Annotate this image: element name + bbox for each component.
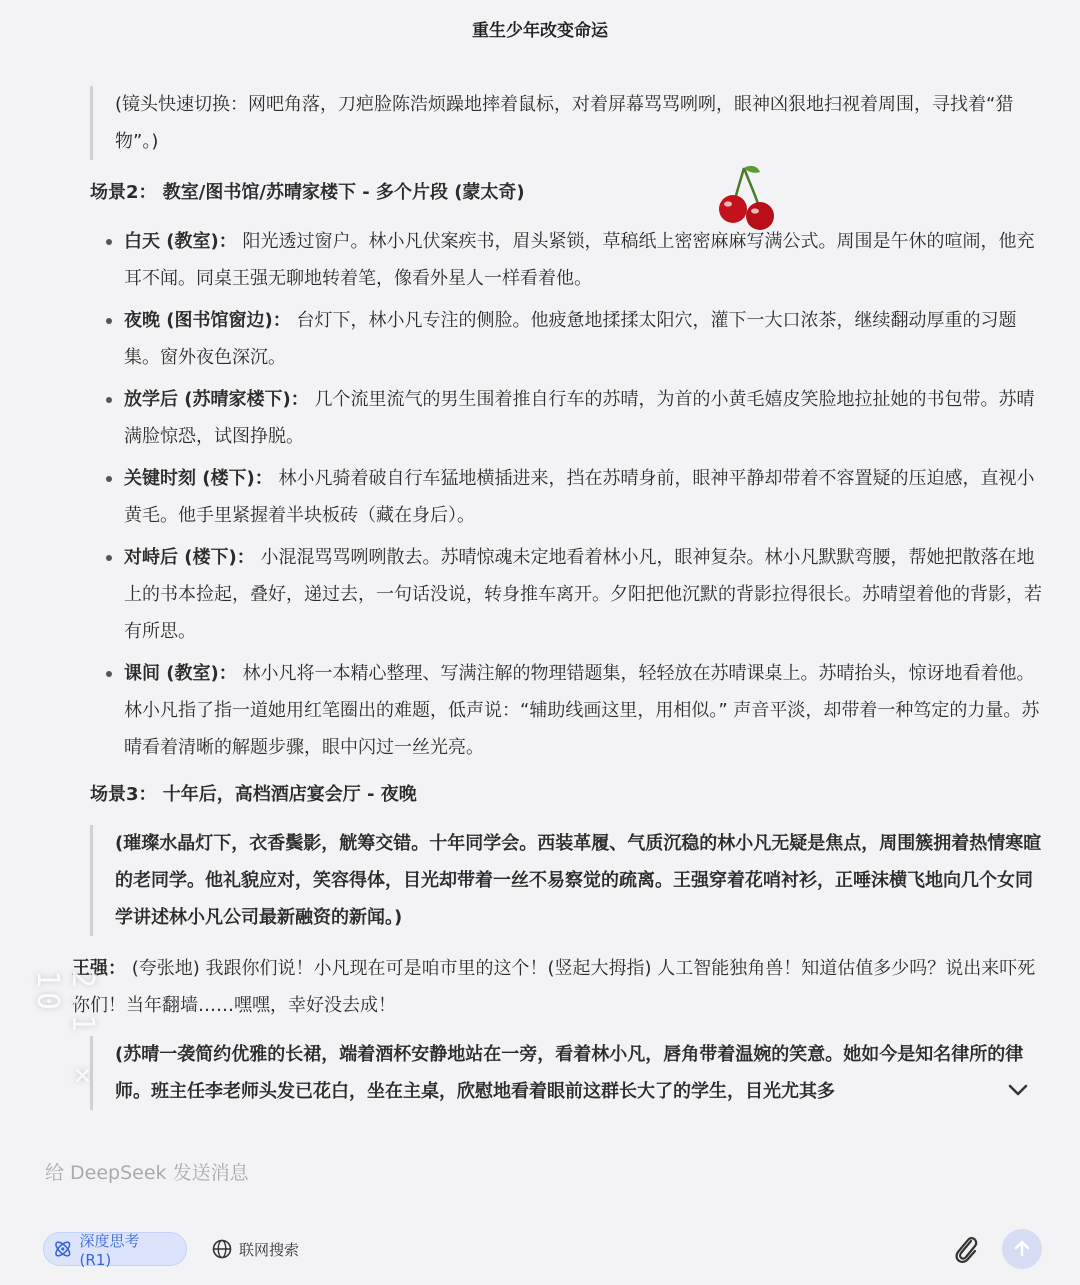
- chevron-down-icon[interactable]: [1004, 1076, 1032, 1104]
- message-input-area: [0, 1140, 1080, 1285]
- bullet-dot: [106, 555, 112, 561]
- list-item: [88, 655, 1050, 766]
- deep-think-label: 深度思考 (R1): [79, 1231, 140, 1269]
- dialogue-text: (夸张地) 我跟你们说！小凡现在可是咱市里的这个！(竖起大拇指) 人工智能独角兽！知道估值多少吗？说出来吓死你们！当年翻墙……嘿嘿，幸好没去成！: [72, 958, 1036, 1016]
- send-button[interactable]: [1002, 1229, 1042, 1269]
- list-item-label: 夜晚 (图书馆窗边)：: [124, 310, 291, 331]
- list-item-text: 几个流里流气的男生围着推自行车的苏晴，为首的小黄毛嬉皮笑脸地拉扯她的书包带。苏晴满脸惊恐，试图挣脱。: [124, 389, 1035, 447]
- scene-heading-3: 场景3： 十年后，高档酒店宴会厅 - 夜晚: [90, 784, 417, 805]
- cherry-icon: [714, 164, 780, 234]
- list-item-label: 关键时刻 (楼下)：: [124, 468, 273, 489]
- stage-direction-1: (镜头快速切换：网吧角落，刀疤脸陈浩烦躁地摔着鼠标，对着屏幕骂骂咧咧，眼神凶狠地扫视着周围，寻找着“猎物”。): [90, 86, 1050, 160]
- montage-list: [88, 223, 1050, 766]
- web-search-toggle[interactable]: [203, 1232, 311, 1266]
- list-item-label: 放学后 (苏晴家楼下)：: [124, 389, 309, 410]
- list-item-text: 林小凡将一本精心整理、写满注解的物理错题集，轻轻放在苏晴课桌上。苏晴抬头，惊讶地看着他。林小凡指了指一道她用红笔圈出的难题，低声说：“辅助线画这里，用相似。” 声音平淡，却带着一种笃定的力量。苏晴看着清晰的解题步骤，眼中闪过一丝光亮。: [124, 663, 1040, 758]
- list-item-text: 阳光透过窗户。林小凡伏案疾书，眉头紧锁，草稿纸上密密麻麻写满公式。周围是午休的喧闹，他充耳不闻。同桌王强无聊地转着笔，像看外星人一样看着他。: [124, 231, 1035, 289]
- bullet-dot: [106, 318, 112, 324]
- list-item: [88, 381, 1050, 455]
- list-item-label: 对峙后 (楼下)：: [124, 547, 255, 568]
- list-item: [88, 460, 1050, 534]
- watermark-overlay: 2.1 × 10: [30, 970, 100, 1098]
- dialogue-speaker: 王强：: [72, 958, 126, 979]
- deep-think-toggle[interactable]: [43, 1231, 187, 1269]
- bullet-dot: [106, 476, 112, 482]
- list-item-label: 白天 (教室)：: [124, 231, 237, 252]
- message-content: [72, 86, 1050, 1124]
- chat-title: 重生少年改变命运: [472, 21, 608, 41]
- stage-direction-2: (璀璨水晶灯下，衣香鬓影，觥筹交错。十年同学会。西装革履、气质沉稳的林小凡无疑是焦点，周围簇拥着热情寒暄的老同学。他礼貌应对，笑容得体，目光却带着一丝不易察觉的疏离。王强穿着花哨衬衫，正唾沫横飞地向几个女同学讲述林小凡公司最新融资的新闻。): [90, 825, 1050, 936]
- list-item-text: 台灯下，林小凡专注的侧脸。他疲惫地揉揉太阳穴，灌下一大口浓茶，继续翻动厚重的习题集。窗外夜色深沉。: [124, 310, 1017, 368]
- atom-icon: [52, 1238, 74, 1260]
- bullet-dot: [106, 239, 112, 245]
- bullet-dot: [106, 671, 112, 677]
- arrow-up-icon: [1012, 1239, 1032, 1259]
- web-search-label: 联网搜索: [239, 1240, 300, 1259]
- dialogue-line: [72, 950, 1050, 1024]
- list-item-text: 林小凡骑着破自行车猛地横插进来，挡在苏晴身前，眼神平静却带着不容置疑的压迫感，直视小黄毛。他手里紧握着半块板砖（藏在身后）。: [124, 468, 1035, 526]
- globe-icon: [211, 1238, 233, 1260]
- paperclip-icon[interactable]: [950, 1232, 982, 1268]
- list-item: [88, 223, 1050, 297]
- scene-heading-2: 场景2： 教室/图书馆/苏晴家楼下 - 多个片段 (蒙太奇): [90, 182, 525, 203]
- message-input[interactable]: 给 DeepSeek 发送消息: [45, 1162, 249, 1184]
- list-item-label: 课间 (教室)：: [124, 663, 237, 684]
- list-item: [88, 539, 1050, 650]
- list-item-text: 小混混骂骂咧咧散去。苏晴惊魂未定地看着林小凡，眼神复杂。林小凡默默弯腰，帮她把散落在地上的书本捡起，叠好，递过去，一句话没说，转身推车离开。夕阳把他沉默的背影拉得很长。苏晴望着他的背影，若有所思。: [124, 547, 1042, 642]
- stage-direction-3: (苏晴一袭简约优雅的长裙，端着酒杯安静地站在一旁，看着林小凡，唇角带着温婉的笑意。她如今是知名律所的律师。班主任李老师头发已花白，坐在主桌，欣慰地看着眼前这群长大了的学生，目光尤其多: [90, 1036, 1050, 1110]
- bullet-dot: [106, 397, 112, 403]
- list-item: [88, 302, 1050, 376]
